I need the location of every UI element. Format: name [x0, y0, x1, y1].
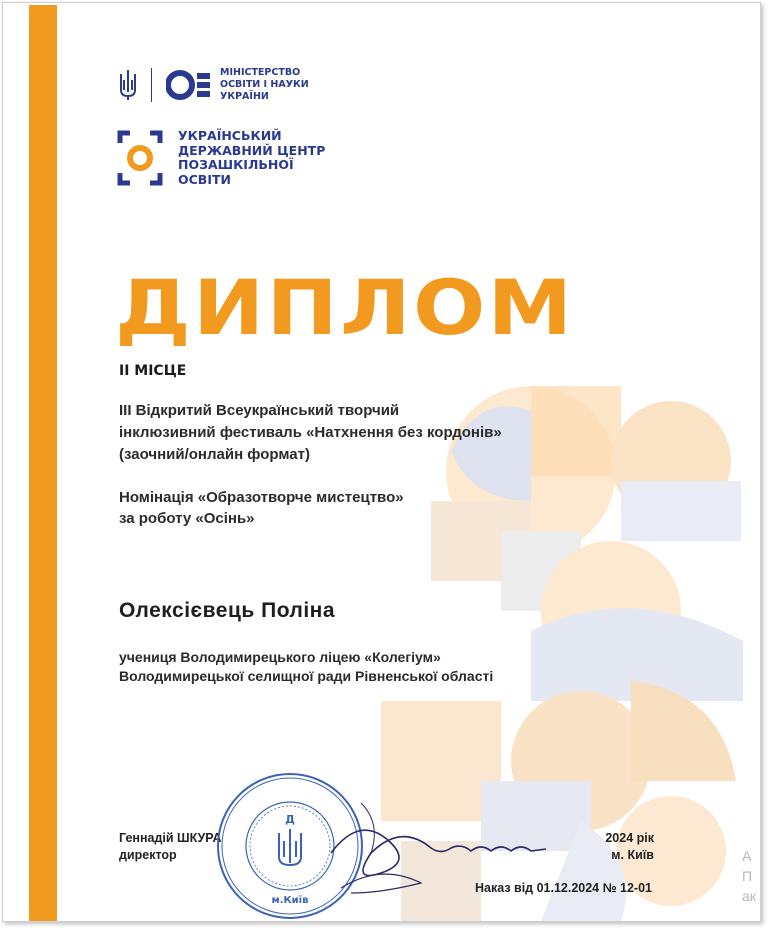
diploma-title: ДИПЛОМ	[115, 263, 575, 352]
side-letter: П	[742, 868, 753, 884]
center-emblem-icon	[116, 129, 164, 187]
ministry-name	[220, 67, 309, 103]
side-letters	[742, 846, 756, 906]
ministry-line: МІНІСТЕРСТВО	[220, 67, 301, 78]
center-name	[178, 129, 325, 187]
school-line: Володимирецької селищної ради Рівненської області	[119, 668, 494, 684]
issue-city: м. Київ	[611, 848, 654, 862]
ministry-line: ОСВІТИ І НАУКИ	[220, 79, 309, 90]
issue-block	[605, 830, 654, 864]
center-line: ДЕРЖАВНИЙ ЦЕНТР	[178, 142, 326, 158]
place-label: ІІ МІСЦЕ	[119, 363, 187, 379]
center-logo-block	[116, 129, 325, 187]
festival-line: (заочний/онлайн формат)	[119, 446, 310, 463]
stamp-letter: Д	[285, 813, 295, 826]
signatory-name: Геннадій ШКУРА	[119, 831, 222, 845]
trident-icon	[117, 68, 139, 102]
diploma-page	[2, 2, 761, 922]
center-line: ПОЗАШКІЛЬНОЇ	[178, 157, 294, 172]
signatory-position: директор	[119, 848, 177, 862]
logo-separator	[151, 68, 152, 102]
ministry-logo-block	[117, 67, 309, 103]
side-letter: А	[742, 848, 752, 864]
stamp-trident-icon	[279, 829, 301, 865]
order-reference: Наказ від 01.12.2024 № 12-01	[474, 881, 652, 895]
issue-year: 2024 рік	[605, 831, 654, 845]
ministry-line: УКРАЇНИ	[220, 91, 269, 102]
center-line: ОСВІТИ	[178, 171, 231, 187]
stamp-city: м.Київ	[271, 895, 309, 906]
nomination-block	[119, 487, 404, 529]
nomination-line: Номінація «Образотворче мистецтво»	[119, 489, 404, 506]
school-line: учениця Володимирецького ліцею «Колегіум»	[119, 649, 441, 665]
handwritten-signature	[321, 793, 551, 903]
festival-description	[119, 400, 502, 466]
festival-line: інклюзивний фестиваль «Натхнення без кордонів»	[119, 424, 502, 441]
center-line: УКРАЇНСЬКИЙ	[178, 128, 282, 143]
festival-line: ІІІ Відкритий Всеукраїнський творчий	[119, 402, 400, 419]
signatory-block	[119, 830, 222, 864]
school-block	[119, 648, 493, 686]
recipient-name: Олексієвець Поліна	[119, 599, 336, 622]
orange-side-bar	[29, 5, 57, 921]
ministry-emblem-icon	[166, 68, 212, 102]
side-letter: ак	[742, 888, 756, 904]
nomination-line: за роботу «Осінь»	[119, 510, 255, 527]
